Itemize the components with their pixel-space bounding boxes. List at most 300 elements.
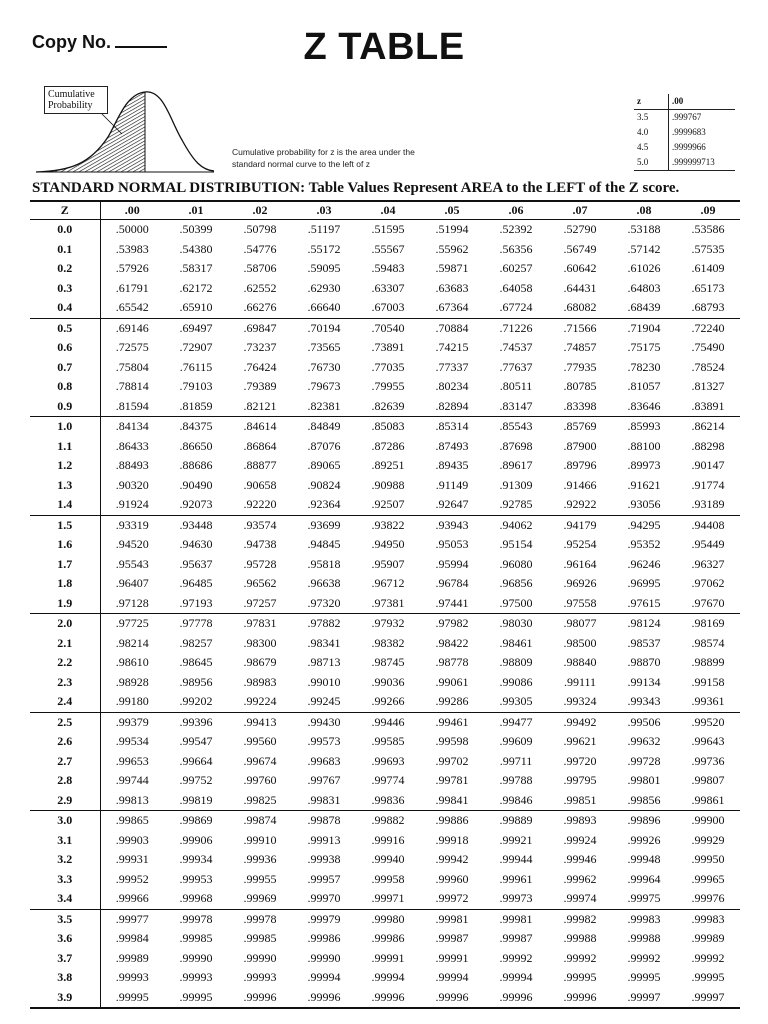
table-row <box>30 240 740 260</box>
z-value-cell: 3.3 <box>30 870 100 890</box>
probability-cell: .99010 <box>307 674 341 689</box>
probability-cell: .99446 <box>371 714 405 729</box>
probability-cell: .88877 <box>243 458 277 473</box>
probability-cell: .99882 <box>371 813 405 828</box>
table-row <box>30 456 740 476</box>
probability-cell: .57142 <box>627 241 661 256</box>
probability-cell: .95543 <box>115 556 149 571</box>
probability-cell: .97062 <box>691 576 725 591</box>
probability-cell: .99643 <box>691 734 725 749</box>
probability-cell: .99971 <box>356 889 420 909</box>
probability-cell: .99819 <box>164 791 228 811</box>
probability-cell: .60257 <box>499 261 533 276</box>
table-row <box>30 791 740 811</box>
probability-cell: .99995 <box>164 988 228 1009</box>
probability-cell: .59095 <box>307 261 341 276</box>
probability-cell: .57926 <box>115 261 149 276</box>
probability-cell: .99931 <box>115 852 149 867</box>
probability-cell: .99981 <box>435 911 469 926</box>
probability-cell: .99825 <box>228 791 292 811</box>
probability-cell: .94520 <box>115 537 149 552</box>
probability-cell: .99964 <box>627 871 661 886</box>
probability-cell: .99974 <box>548 889 612 909</box>
probability-cell: .99992 <box>691 950 725 965</box>
probability-cell: .98341 <box>307 635 341 650</box>
probability-cell: .72907 <box>179 340 213 355</box>
probability-cell: .58317 <box>179 261 213 276</box>
z-value-cell: 1.0 <box>30 417 100 437</box>
probability-cell: .63683 <box>435 280 469 295</box>
probability-cell: .92364 <box>292 495 356 515</box>
probability-cell: .83646 <box>612 397 676 417</box>
probability-cell: .64058 <box>499 280 533 295</box>
probability-cell: .99653 <box>115 753 149 768</box>
probability-cell: .51994 <box>435 222 469 237</box>
z-value-cell: 3.0 <box>30 811 100 831</box>
probability-cell: .93056 <box>612 495 676 515</box>
probability-cell: .99936 <box>243 852 277 867</box>
table-row <box>30 259 740 279</box>
probability-cell: .99983 <box>691 911 725 926</box>
probability-cell: .77337 <box>435 359 469 374</box>
z-value-cell: 0.1 <box>30 240 100 260</box>
extreme-z-cell: 4.0 <box>637 127 649 137</box>
probability-cell: .99997 <box>612 988 676 1009</box>
probability-cell: .99865 <box>115 813 149 828</box>
probability-cell: .90147 <box>691 458 725 473</box>
probability-cell: .63307 <box>371 280 405 295</box>
probability-cell: .95154 <box>499 537 533 552</box>
probability-cell: .99950 <box>691 852 725 867</box>
probability-cell: .99924 <box>563 832 597 847</box>
probability-cell: .99534 <box>115 734 149 749</box>
probability-cell: .96246 <box>627 556 661 571</box>
table-row <box>30 358 740 378</box>
probability-cell: .98840 <box>563 655 597 670</box>
probability-cell: .98300 <box>243 635 277 650</box>
probability-cell: .98679 <box>243 655 277 670</box>
z-value-cell: 0.4 <box>30 298 100 318</box>
probability-cell: .98870 <box>627 655 661 670</box>
z-value-cell: 2.9 <box>30 791 100 811</box>
probability-cell: .99702 <box>435 753 469 768</box>
probability-cell: .99993 <box>179 970 213 985</box>
probability-cell: .93319 <box>115 517 149 532</box>
probability-cell: .98537 <box>627 635 661 650</box>
z-value-cell: 2.8 <box>30 771 100 791</box>
probability-cell: .98610 <box>115 655 149 670</box>
probability-cell: .99720 <box>563 753 597 768</box>
probability-cell: .98461 <box>499 635 533 650</box>
probability-cell: .96784 <box>435 576 469 591</box>
probability-cell: .89973 <box>627 458 661 473</box>
probability-cell: .53586 <box>691 222 725 237</box>
probability-cell: .77035 <box>371 359 405 374</box>
probability-cell: .99520 <box>691 714 725 729</box>
probability-cell: .79955 <box>371 379 405 394</box>
probability-cell: .99918 <box>435 832 469 847</box>
probability-cell: .89796 <box>563 458 597 473</box>
probability-cell: .95352 <box>627 537 661 552</box>
probability-cell: .86650 <box>179 438 213 453</box>
probability-cell: .81859 <box>164 397 228 417</box>
probability-cell: .99413 <box>243 714 277 729</box>
z-score-table <box>30 200 740 1009</box>
probability-cell: .99992 <box>499 950 533 965</box>
probability-cell: .99324 <box>548 692 612 712</box>
probability-cell: .96407 <box>115 576 149 591</box>
probability-cell: .99997 <box>676 988 740 1009</box>
probability-cell: .99960 <box>435 871 469 886</box>
probability-cell: .99632 <box>627 734 661 749</box>
table-row <box>30 850 740 870</box>
probability-cell: .99986 <box>371 931 405 946</box>
probability-cell: .99929 <box>691 832 725 847</box>
probability-cell: .93943 <box>435 517 469 532</box>
probability-cell: .99976 <box>676 889 740 909</box>
probability-cell: .80511 <box>499 379 533 394</box>
probability-cell: .99492 <box>563 714 597 729</box>
table-row <box>30 220 740 240</box>
extreme-z-header: z <box>634 94 669 110</box>
table-row <box>30 476 740 496</box>
probability-cell: .99944 <box>499 852 533 867</box>
probability-cell: .99343 <box>612 692 676 712</box>
probability-cell: .99900 <box>691 813 725 828</box>
probability-cell: .99379 <box>115 714 149 729</box>
probability-cell: .87076 <box>307 438 341 453</box>
probability-cell: .97932 <box>371 616 405 631</box>
probability-cell: .99940 <box>371 852 405 867</box>
probability-cell: .99245 <box>292 692 356 712</box>
probability-cell: .98928 <box>115 674 149 689</box>
column-header: .08 <box>612 201 676 220</box>
probability-cell: .98745 <box>371 655 405 670</box>
caption-line: Cumulative probability for z is the area under the <box>232 147 415 157</box>
probability-cell: .99921 <box>499 832 533 847</box>
probability-cell: .67724 <box>484 298 548 318</box>
z-value-cell: 0.9 <box>30 397 100 417</box>
probability-cell: .90658 <box>243 477 277 492</box>
probability-cell: .99955 <box>243 871 277 886</box>
table-row <box>30 437 740 457</box>
probability-cell: .99989 <box>691 931 725 946</box>
probability-cell: .99985 <box>179 931 213 946</box>
copy-number-label: Copy No. <box>32 32 111 52</box>
probability-cell: .53188 <box>627 222 661 237</box>
table-heading: STANDARD NORMAL DISTRIBUTION: Table Values Represent AREA to the LEFT of the Z score. <box>32 180 680 196</box>
probability-cell: .99573 <box>307 734 341 749</box>
probability-cell: .99995 <box>563 970 597 985</box>
z-value-cell: 3.9 <box>30 988 100 1009</box>
probability-cell: .99990 <box>243 950 277 965</box>
probability-cell: .99224 <box>228 692 292 712</box>
probability-cell: .99926 <box>627 832 661 847</box>
probability-cell: .82639 <box>356 397 420 417</box>
probability-cell: .99752 <box>179 773 213 788</box>
probability-cell: .97381 <box>356 594 420 614</box>
probability-cell: .53983 <box>115 241 149 256</box>
extreme-value-cell: .9999683 <box>669 125 736 140</box>
probability-cell: .85769 <box>563 419 597 434</box>
probability-cell: .65542 <box>100 298 164 318</box>
table-row <box>30 279 740 299</box>
probability-cell: .69847 <box>243 320 277 335</box>
table-row <box>30 771 740 791</box>
z-value-cell: 3.4 <box>30 889 100 909</box>
probability-cell: .88686 <box>179 458 213 473</box>
probability-cell: .79673 <box>307 379 341 394</box>
probability-cell: .64803 <box>627 280 661 295</box>
probability-cell: .99991 <box>435 950 469 965</box>
probability-cell: .96712 <box>371 576 405 591</box>
probability-cell: .90824 <box>307 477 341 492</box>
probability-cell: .76115 <box>179 359 213 374</box>
probability-cell: .78524 <box>691 359 725 374</box>
probability-cell: .50000 <box>115 222 149 237</box>
table-row <box>30 495 740 515</box>
probability-cell: .99305 <box>484 692 548 712</box>
probability-cell: .86864 <box>243 438 277 453</box>
probability-cell: .95449 <box>691 537 725 552</box>
probability-cell: .99795 <box>563 773 597 788</box>
table-row <box>30 634 740 654</box>
z-value-cell: 3.7 <box>30 949 100 969</box>
probability-cell: .93822 <box>371 517 405 532</box>
probability-cell: .85083 <box>371 419 405 434</box>
probability-cell: .99664 <box>179 753 213 768</box>
probability-cell: .99975 <box>612 889 676 909</box>
z-value-cell: 3.8 <box>30 968 100 988</box>
probability-cell: .99996 <box>356 988 420 1009</box>
probability-cell: .99774 <box>371 773 405 788</box>
table-row <box>30 594 740 614</box>
probability-cell: .74857 <box>563 340 597 355</box>
probability-cell: .95254 <box>563 537 597 552</box>
probability-cell: .83147 <box>484 397 548 417</box>
probability-cell: .67364 <box>420 298 484 318</box>
probability-cell: .99851 <box>548 791 612 811</box>
probability-cell: .98983 <box>243 674 277 689</box>
probability-cell: .96327 <box>691 556 725 571</box>
probability-cell: .99970 <box>292 889 356 909</box>
z-value-cell: 0.5 <box>30 318 100 338</box>
probability-cell: .97982 <box>435 616 469 631</box>
probability-cell: .98382 <box>371 635 405 650</box>
probability-cell: .99728 <box>627 753 661 768</box>
table-row <box>30 988 740 1009</box>
probability-cell: .97441 <box>420 594 484 614</box>
probability-cell: .99781 <box>435 773 469 788</box>
probability-cell: .99946 <box>563 852 597 867</box>
probability-cell: .97558 <box>548 594 612 614</box>
probability-cell: .98214 <box>115 635 149 650</box>
z-value-cell: 3.1 <box>30 831 100 851</box>
probability-cell: .99984 <box>115 931 149 946</box>
table-row <box>30 318 740 338</box>
probability-cell: .71226 <box>499 320 533 335</box>
probability-cell: .99609 <box>499 734 533 749</box>
z-value-cell: 1.5 <box>30 515 100 535</box>
z-value-cell: 3.6 <box>30 929 100 949</box>
probability-cell: .97778 <box>179 616 213 631</box>
column-header: .01 <box>164 201 228 220</box>
probability-cell: .91309 <box>499 477 533 492</box>
probability-cell: .95907 <box>371 556 405 571</box>
probability-cell: .61026 <box>627 261 661 276</box>
probability-cell: .85543 <box>499 419 533 434</box>
probability-cell: .99736 <box>691 753 725 768</box>
z-value-cell: 1.9 <box>30 594 100 614</box>
probability-cell: .99978 <box>179 911 213 926</box>
probability-cell: .77637 <box>499 359 533 374</box>
probability-cell: .99846 <box>484 791 548 811</box>
probability-cell: .78230 <box>627 359 661 374</box>
probability-cell: .93189 <box>676 495 740 515</box>
table-row <box>30 909 740 929</box>
probability-cell: .85993 <box>627 419 661 434</box>
column-header: .04 <box>356 201 420 220</box>
probability-cell: .99938 <box>307 852 341 867</box>
probability-cell: .65910 <box>164 298 228 318</box>
probability-cell: .99111 <box>563 674 597 689</box>
probability-cell: .99906 <box>179 832 213 847</box>
extreme-value-cell: .999999713 <box>669 155 736 171</box>
probability-cell: .94630 <box>179 537 213 552</box>
probability-cell: .89065 <box>307 458 341 473</box>
probability-cell: .99896 <box>627 813 661 828</box>
probability-cell: .99430 <box>307 714 341 729</box>
table-row <box>30 574 740 594</box>
table-row <box>30 555 740 575</box>
probability-cell: .98956 <box>179 674 213 689</box>
probability-cell: .76424 <box>243 359 277 374</box>
probability-cell: .99993 <box>243 970 277 985</box>
probability-cell: .82121 <box>228 397 292 417</box>
probability-cell: .99767 <box>307 773 341 788</box>
probability-cell: .97615 <box>612 594 676 614</box>
z-value-cell: 2.0 <box>30 614 100 634</box>
probability-cell: .62930 <box>307 280 341 295</box>
probability-cell: .61791 <box>115 280 149 295</box>
probability-cell: .96164 <box>563 556 597 571</box>
probability-cell: .99893 <box>563 813 597 828</box>
probability-cell: .99994 <box>371 970 405 985</box>
probability-cell: .99952 <box>115 871 149 886</box>
probability-cell: .84614 <box>243 419 277 434</box>
probability-cell: .51595 <box>371 222 405 237</box>
z-value-cell: 2.4 <box>30 692 100 712</box>
probability-cell: .94950 <box>371 537 405 552</box>
probability-cell: .99961 <box>499 871 533 886</box>
table-row <box>30 515 740 535</box>
probability-cell: .99560 <box>243 734 277 749</box>
probability-cell: .83891 <box>676 397 740 417</box>
probability-cell: .99934 <box>179 852 213 867</box>
z-value-cell: 2.2 <box>30 653 100 673</box>
probability-cell: .99286 <box>420 692 484 712</box>
column-header: .07 <box>548 201 612 220</box>
probability-cell: .62172 <box>179 280 213 295</box>
probability-cell: .99994 <box>499 970 533 985</box>
table-row <box>30 653 740 673</box>
probability-cell: .78814 <box>115 379 149 394</box>
probability-cell: .75490 <box>691 340 725 355</box>
table-row <box>30 692 740 712</box>
probability-cell: .97882 <box>307 616 341 631</box>
probability-cell: .99993 <box>115 970 149 985</box>
probability-cell: .99942 <box>435 852 469 867</box>
probability-cell: .83398 <box>548 397 612 417</box>
table-row <box>30 929 740 949</box>
z-value-cell: 0.7 <box>30 358 100 378</box>
probability-cell: .89617 <box>499 458 533 473</box>
probability-cell: .77935 <box>563 359 597 374</box>
probability-cell: .81057 <box>627 379 661 394</box>
probability-cell: .99477 <box>499 714 533 729</box>
probability-cell: .99980 <box>371 911 405 926</box>
probability-cell: .99986 <box>307 931 341 946</box>
probability-cell: .94295 <box>627 517 661 532</box>
probability-cell: .99158 <box>691 674 725 689</box>
probability-cell: .87493 <box>435 438 469 453</box>
probability-cell: .88100 <box>627 438 661 453</box>
probability-cell: .99981 <box>499 911 533 926</box>
probability-cell: .99801 <box>627 773 661 788</box>
table-body <box>30 220 740 1009</box>
probability-cell: .98645 <box>179 655 213 670</box>
probability-cell: .98422 <box>435 635 469 650</box>
probability-cell: .98500 <box>563 635 597 650</box>
probability-cell: .99807 <box>691 773 725 788</box>
probability-cell: .98257 <box>179 635 213 650</box>
z-value-cell: 2.3 <box>30 673 100 693</box>
probability-cell: .98809 <box>499 655 533 670</box>
probability-cell: .99985 <box>243 931 277 946</box>
probability-cell: .98899 <box>691 655 725 670</box>
probability-cell: .50798 <box>243 222 277 237</box>
z-value-cell: 2.1 <box>30 634 100 654</box>
probability-cell: .99266 <box>356 692 420 712</box>
probability-cell: .99996 <box>484 988 548 1009</box>
probability-cell: .94179 <box>563 517 597 532</box>
figure-caption <box>232 146 415 170</box>
probability-cell: .80785 <box>563 379 597 394</box>
probability-cell: .70884 <box>435 320 469 335</box>
probability-cell: .95994 <box>435 556 469 571</box>
probability-cell: .93448 <box>179 517 213 532</box>
table-row <box>30 831 740 851</box>
probability-cell: .99987 <box>499 931 533 946</box>
probability-cell: .99962 <box>563 871 597 886</box>
z-value-cell: 0.8 <box>30 377 100 397</box>
probability-cell: .95818 <box>307 556 341 571</box>
probability-cell: .99991 <box>371 950 405 965</box>
probability-cell: .99996 <box>548 988 612 1009</box>
z-value-cell: 1.6 <box>30 535 100 555</box>
column-header: .03 <box>292 201 356 220</box>
table-row <box>30 417 740 437</box>
probability-cell: .98077 <box>563 616 597 631</box>
probability-cell: .99983 <box>627 911 661 926</box>
probability-cell: .99874 <box>243 813 277 828</box>
probability-cell: .62552 <box>243 280 277 295</box>
table-row <box>30 712 740 732</box>
probability-cell: .50399 <box>179 222 213 237</box>
probability-cell: .75804 <box>115 359 149 374</box>
probability-cell: .99903 <box>115 832 149 847</box>
probability-cell: .99878 <box>307 813 341 828</box>
